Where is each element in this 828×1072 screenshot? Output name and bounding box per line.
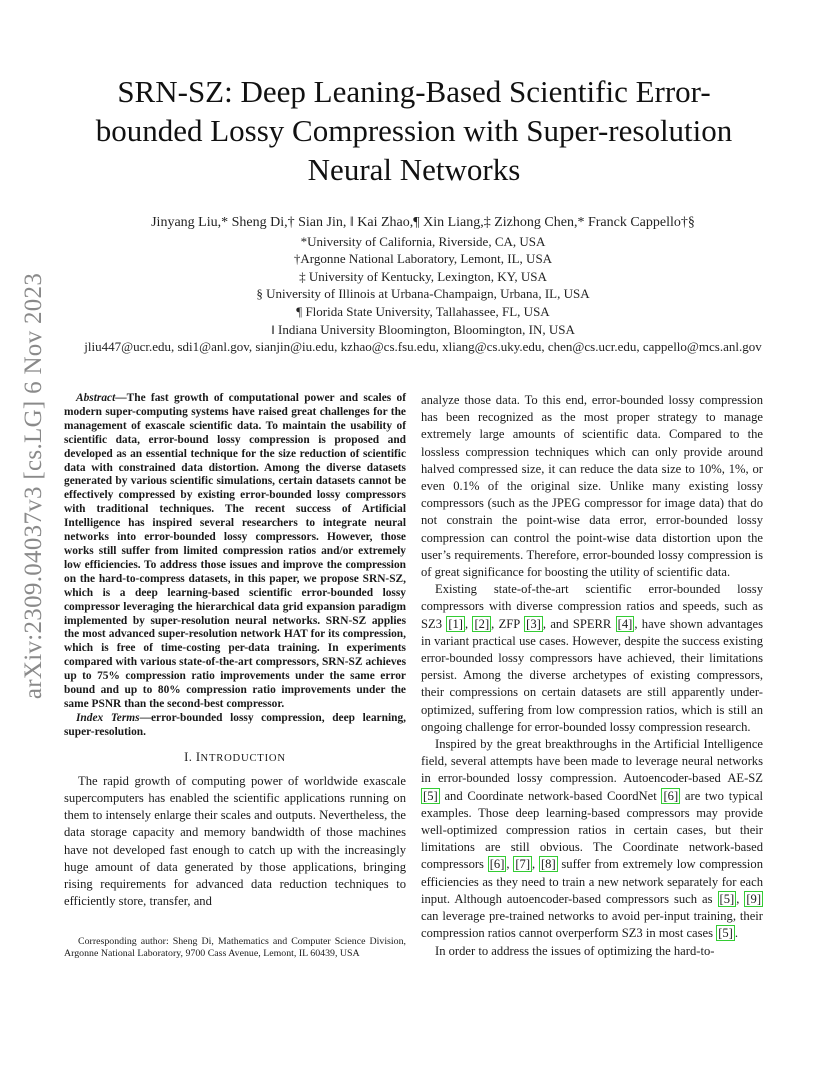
affiliation-line: ‡ University of Kentucky, Lexington, KY, USA bbox=[299, 268, 547, 284]
author-block bbox=[40, 214, 806, 356]
affiliation-line: *University of California, Riverside, CA, USA bbox=[300, 233, 546, 249]
affiliation-line: ¶ Florida State University, Tallahassee, FL, USA bbox=[296, 303, 550, 319]
body-paragraph: In order to address the issues of optimizing the hard-to- bbox=[435, 943, 715, 958]
paper-title: SRN-SZ: Deep Leaning-Based Scientific Error-bounded Lossy Compression with Super-resolution Neural Networks bbox=[95, 74, 733, 187]
citation-link[interactable]: [5] bbox=[719, 891, 735, 906]
citation-link[interactable]: [5] bbox=[718, 926, 733, 941]
body-paragraph: Existing state-of-the-art scientific error-bounded lossy compressors with diverse compression ratios and speeds, such as SZ3 [1] , [2] , ZFP [3] , and SPERR [4] , have shown advantages in variant practical use cases. However, despite the success existing error-bounded lossy compressors have achieved, their limitations persist. Among the diverse archetypes of existing compressors, their compressions on certain datasets are still apparently under-optimized, suffering from low compression ratios, which is still an ongoing challenge for error-bounded lossy compression research. bbox=[421, 582, 763, 734]
index-terms-label: Index Terms bbox=[76, 711, 140, 724]
citation-link[interactable]: [7] bbox=[515, 857, 531, 872]
corresponding-author-footnote: Corresponding author: Sheng Di, Mathematics and Computer Science Division, Argonne National Laboratory, 9700 Cass Avenue, Lemont, IL 60439, USA bbox=[64, 936, 406, 960]
citation-link[interactable]: [6] bbox=[489, 857, 505, 872]
affiliation-line: †Argonne National Laboratory, Lemont, IL, USA bbox=[293, 251, 553, 267]
section-number: I. bbox=[184, 749, 193, 764]
citation-link[interactable]: [2] bbox=[474, 616, 490, 631]
citation-link[interactable]: [4] bbox=[617, 616, 633, 631]
citation-link[interactable]: [1] bbox=[448, 616, 463, 631]
abstract bbox=[64, 392, 406, 712]
body-paragraph: analyze those data. To this end, error-bounded lossy compression has been recognized as the most proper strategy to manage extremely large amounts of scientific data. Compared to the lossless compression techniques which can only provide around halved compressed size, it can reduce the data size to 10%, 1%, or even 0.1% of the original size. Unlike many existing lossy compressors (such as the JPEG compressor for image data) that do not constrain the point-wise data error, error-bounded lossy compression can control the point-wise data distortion upon the user’s requirements. Therefore, error-bounded lossy compression is of great significance for boosting the utility of scientific data. bbox=[421, 393, 763, 580]
index-terms bbox=[64, 712, 406, 740]
email-list: jliu447@ucr.edu, sdi1@anl.gov, sianjin@iu.edu, kzhao@cs.fsu.edu, xliang@cs.uky.edu, chen@cs.ucr.edu, cappello@mcs.anl.gov bbox=[84, 339, 762, 355]
arxiv-identifier-text: arXiv:2309.04037v3 [cs.LG] 6 Nov 2023 bbox=[20, 272, 47, 700]
affiliation-line: ‖ Indiana University Bloomington, Bloomington, IN, USA bbox=[271, 321, 575, 337]
citation-link[interactable]: [8] bbox=[540, 857, 556, 872]
intro-paragraph: The rapid growth of computing power of worldwide exascale supercomputers has enabled the scientific applications running on them to intensely enlarge their scales and outputs. Nevertheless, the data storage capacity and memory bandwidth of those machines have not developed fast enough to catch up with the increasingly huge amount of data generated by those applications, bringing rising requirements for advanced data reduction techniques to efficiently store, transfer, and bbox=[64, 773, 406, 909]
section-title-rest: NTRODUCTION bbox=[200, 752, 286, 764]
left-column bbox=[64, 392, 406, 910]
abstract-text: —The fast growth of computational power and scales of modern super-computing systems have raised great challenges for the management of exascale scientific data. To maintain the usability of scientific data, error-bound lossy compression is proposed and developed as an essential technique for the size reduction of scientific data with constrained data distortion. Among the diverse datasets generated by various scientific simulations, certain datasets cannot be effectively compressed by existing error-bounded lossy compressors with traditional techniques. The recent success of Artificial Intelligence has inspired several researchers to integrate neural networks into error-bounded lossy compressors. However, those works still suffer from limited compression ratios and/or extremely low efficiencies. To address those issues and improve the compression on the hard-to-compress datasets, in this paper, we propose SRN-SZ, which is a deep learning-based scientific error-bounded lossy compressor leveraging the hierarchical data grid expansion paradigm implemented by super-resolution neural networks. SRN-SZ applies the most advanced super-resolution network HAT for its compression, which is free of time-costing per-data training. In experiments compared with various state-of-the-art compressors, SRN-SZ achieves up to 75% compression ratio improvements under the same error bound and up to 80% compression ratio improvements under the same PSNR than the second-best compressor. bbox=[64, 392, 406, 710]
section-title-initial: I bbox=[195, 749, 201, 764]
index-terms-text: —error-bounded lossy compression, deep learning, super-resolution. bbox=[64, 711, 406, 738]
section-heading-introduction bbox=[64, 749, 406, 767]
author-list: Jinyang Liu,* Sheng Di,† Sian Jin, ‖ Kai Zhao,¶ Xin Liang,‡ Zizhong Chen,* Franck Cappello†§ bbox=[151, 215, 695, 230]
right-column bbox=[421, 392, 763, 960]
citation-link[interactable]: [3] bbox=[526, 616, 541, 631]
affiliation-line: § University of Illinois at Urbana-Champaign, Urbana, IL, USA bbox=[256, 286, 590, 302]
abstract-label: Abstract bbox=[76, 392, 116, 404]
citation-link[interactable]: [9] bbox=[746, 891, 762, 906]
body-paragraph: Inspired by the great breakthroughs in the Artificial Intelligence field, several attempts have been made to leverage neural networks in error-bounded lossy compression. Autoencoder-based AE-SZ [5] and Coordinate network-based CoordNet [6] are two typical examples. Those deep learning-based compressors may provide well-optimized compression ratios in certain cases, but their limitations are still obvious. The Coordinate network-based compressors [6] , [7] , [8] suffer from extremely low compression efficiencies as they need to train a new network separately for each input. Although autoencoder-based compressors such as [5] , [9] can leverage pre-trained networks to avoid per-input training, their compression ratios cannot overperform SZ3 in most cases [5] . bbox=[421, 737, 764, 941]
citation-link[interactable]: [6] bbox=[663, 788, 679, 803]
citation-link[interactable]: [5] bbox=[423, 788, 438, 803]
